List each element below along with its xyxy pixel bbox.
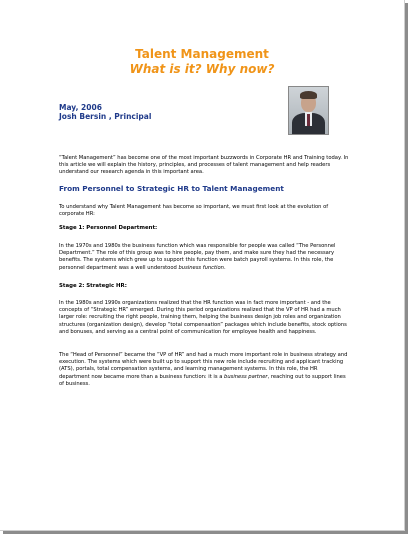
publication-date: May, 2006: [59, 103, 102, 112]
stage2-paragraph-2: The “Head of Personnel” became the “VP of HR” and had a much more important role in business strategy and execution. The systems which were built up to support this new role include recruiting and applicant tracking (ATS), portals, total compensation systems, and learning management systems. In this role, the HR department now became more than a business function: it is a business partner, reaching out to support lines of business.: [59, 352, 348, 387]
stage1-paragraph: In the 1970s and 1980s the business function which was responsible for people was called “The Personnel Department.” The role of this group was to hire people, pay them, and make sure they had the necessary benefits. The systems which grew up to support this function were batch payroll systems. In this role, the personnel department was a well understood business function.: [59, 243, 336, 271]
document-title: Talent Management: [135, 47, 269, 61]
stage1-heading: Stage 1: Personnel Department:: [59, 225, 158, 231]
author-line: Josh Bersin , Principal: [59, 112, 152, 121]
stage2-heading: Stage 2: Strategic HR:: [59, 283, 127, 289]
intro-paragraph: “Talent Management” has become one of the most important buzzwords in Corporate HR and Training today. In this article we will explain the history, principles, and processes of talent management and help readers understand our research agenda in this important area.: [59, 155, 349, 176]
stage2-paragraph-1: In the 1980s and 1990s organizations realized that the HR function was in fact more important - and the concepts of “Strategic HR” emerged. During this period organizations realized that the VP of HR had a much larger role: recruiting the right people, training them, helping the business design job roles and organization structures (organization design), develop “total compensation” packages which include benefits, stock options and bonuses, and serving as a central point of communication for employee health and happiness.: [59, 300, 347, 335]
author-portrait-icon: [288, 86, 329, 135]
section-heading: From Personnel to Strategic HR to Talent Management: [59, 184, 284, 193]
section-intro-paragraph: To understand why Talent Management has become so important, we must first look at the evolution of corporate HR:: [59, 204, 329, 218]
document-subtitle: What is it? Why now?: [129, 62, 275, 76]
